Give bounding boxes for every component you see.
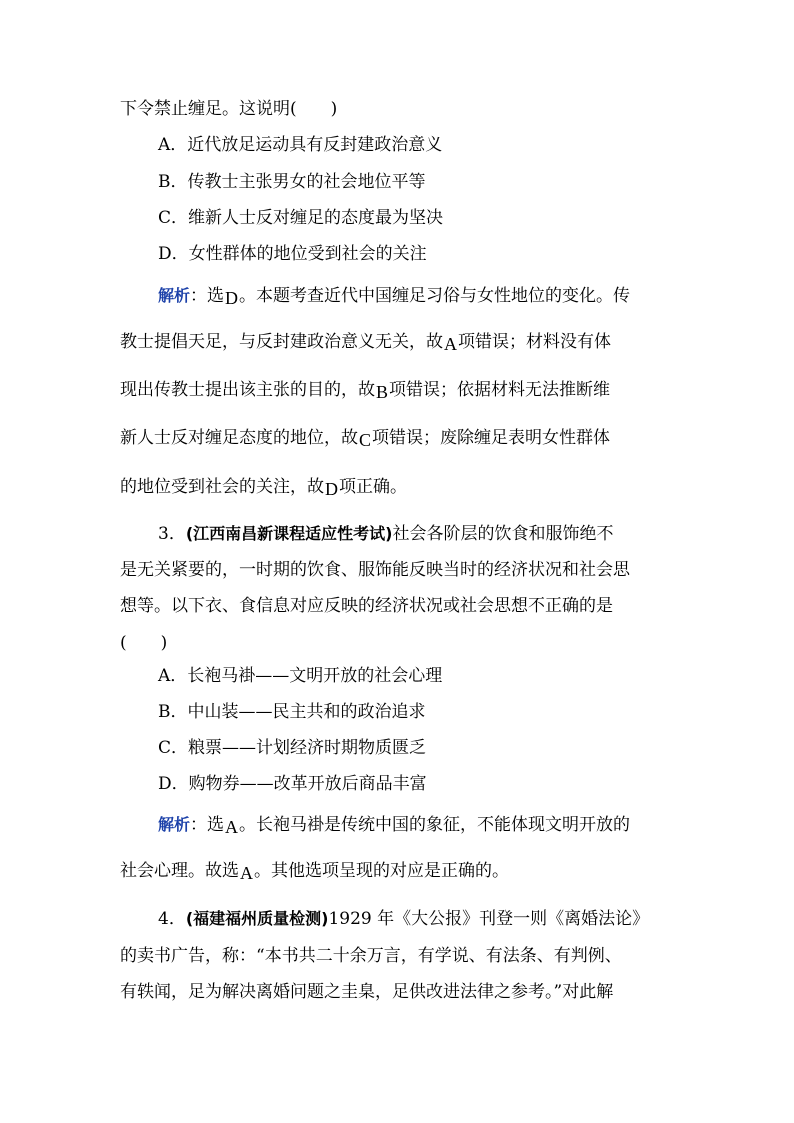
q4-stem-line: 的卖书广告，称：“本书共二十余万言，有学说、有法条、有判例、 (120, 946, 622, 966)
q2-analysis-line: 教士提倡天足，与反封建政治意义无关，故A项错误；材料没有体 (120, 332, 611, 354)
q2-analysis-line: 现出传教士提出该主张的目的，故B项错误；依据材料无法推断维 (120, 380, 611, 402)
q2-analysis-line: 的地位受到社会的关注，故D项正确。 (120, 477, 407, 499)
question-source: (江西南昌新课程适应性考试) (185, 524, 393, 543)
q2-option-b: B．传教士主张男女的社会地位平等 (158, 172, 426, 192)
q3-stem-first-line: 3．(江西南昌新课程适应性考试)社会各阶层的饮食和服饰绝不 (158, 524, 614, 544)
q3-stem-line: ( ) (120, 633, 168, 653)
q2-analysis-line: 解析：选D。本题考查近代中国缠足习俗与女性地位的变化。传 (158, 286, 631, 308)
q2-stem-tail: 下令禁止缠足。这说明( ) (120, 99, 338, 119)
q3-option-d: D．购物券——改革开放后商品丰富 (158, 774, 427, 794)
q3-analysis-line: 社会心理。故选A。其他选项呈现的对应是正确的。 (120, 861, 509, 883)
analysis-label: 解析 (158, 286, 191, 305)
q2-option-d: D．女性群体的地位受到社会的关注 (158, 244, 427, 264)
q3-analysis-line: 解析：选A。长袍马褂是传统中国的象征，不能体现文明开放的 (158, 815, 631, 837)
q2-option-a: A．近代放足运动具有反封建政治意义 (158, 135, 443, 155)
question-number: 4． (158, 909, 186, 929)
question-source: (福建福州质量检测) (185, 909, 329, 928)
q4-stem-line: 有轶闻，足为解决离婚问题之圭臬，足供改进法律之参考。”对此解 (120, 982, 614, 1002)
q2-analysis-line: 新人士反对缠足态度的地位，故C项错误；废除缠足表明女性群体 (120, 428, 611, 450)
q3-option-c: C．粮票——计划经济时期物质匮乏 (158, 738, 427, 758)
q3-stem-line: 是无关紧要的，一时期的饮食、服饰能反映当时的经济状况和社会思 (120, 560, 630, 580)
q2-option-c: C．维新人士反对缠足的态度最为坚决 (158, 208, 444, 228)
q3-option-a: A．长袍马褂——文明开放的社会心理 (158, 666, 443, 686)
q3-option-b: B．中山装——民主共和的政治追求 (158, 702, 426, 722)
q3-stem-line: 想等。以下衣、食信息对应反映的经济状况或社会思想不正确的是 (120, 596, 613, 616)
analysis-label: 解析 (158, 815, 191, 834)
question-number: 3． (158, 524, 186, 544)
q4-stem-first-line: 4．(福建福州质量检测)1929 年《大公报》刊登一则《离婚法论》 (158, 909, 650, 929)
